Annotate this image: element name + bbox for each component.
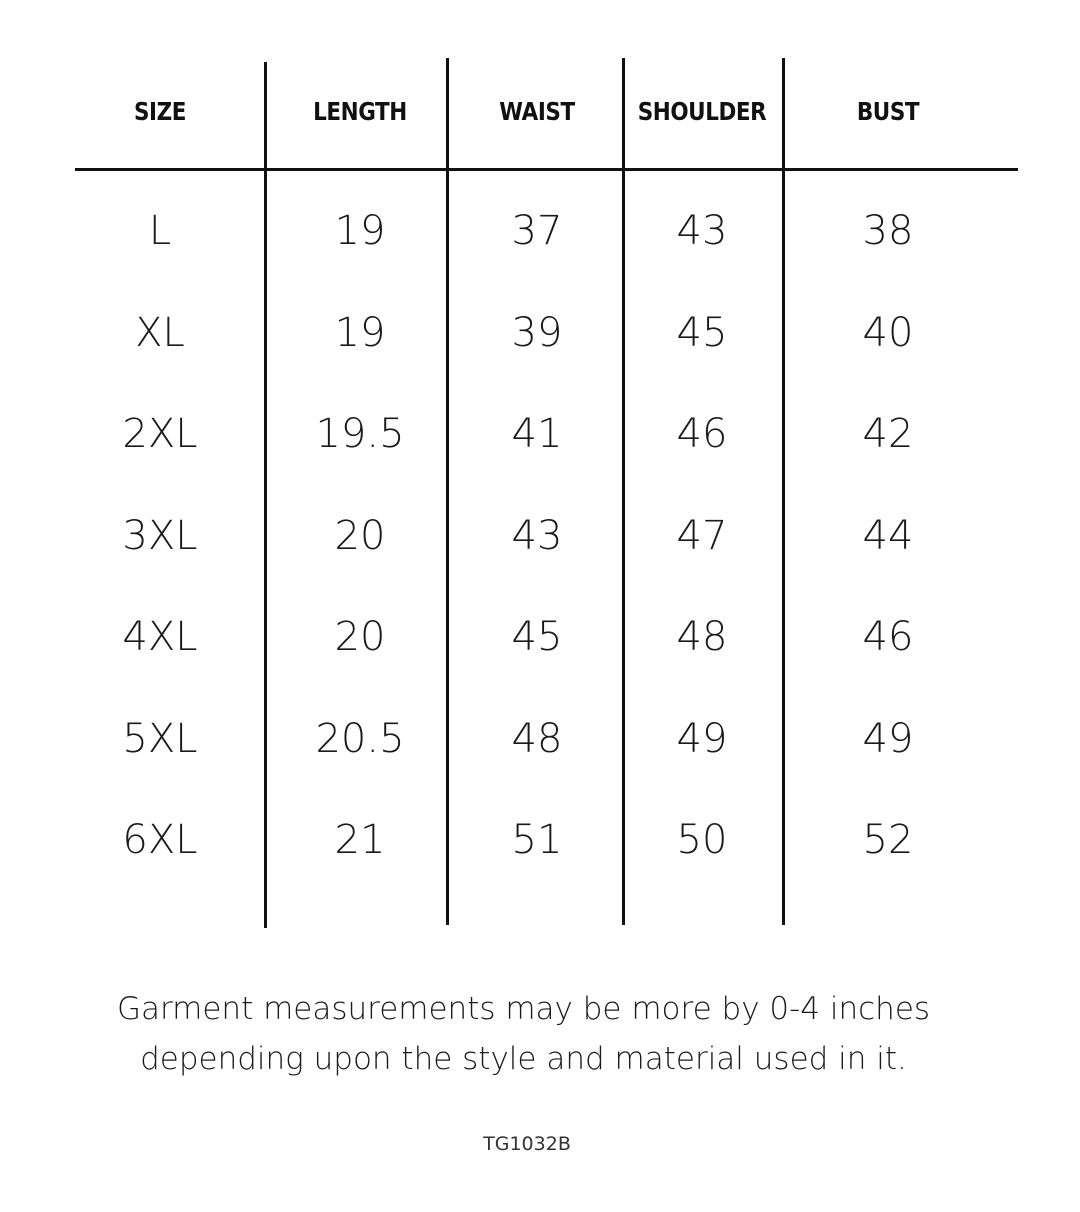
cell-6xl-size: 6XL [122, 817, 198, 863]
header-divider [75, 168, 1018, 171]
cell-4xl-shoulder: 48 [676, 614, 728, 660]
cell-xl-size: XL [135, 310, 185, 356]
cell-xl-length: 19 [334, 310, 386, 356]
cell-4xl-length: 20 [334, 614, 386, 660]
cell-l-size: L [148, 208, 172, 254]
cell-2xl-waist: 41 [511, 411, 563, 457]
column-divider-2 [446, 58, 449, 925]
column-header-shoulder: SHOULDER [637, 97, 767, 126]
cell-6xl-length: 21 [334, 817, 386, 863]
cell-xl-bust: 40 [862, 310, 914, 356]
cell-2xl-bust: 42 [862, 411, 914, 457]
cell-l-length: 19 [334, 208, 386, 254]
cell-6xl-bust: 52 [862, 817, 914, 863]
cell-3xl-shoulder: 47 [676, 513, 728, 559]
column-header-size: SIZE [133, 97, 187, 126]
column-header-waist: WAIST [499, 97, 575, 126]
cell-2xl-length: 19.5 [315, 411, 405, 457]
cell-l-bust: 38 [862, 208, 914, 254]
column-header-length: LENGTH [313, 97, 407, 126]
cell-4xl-size: 4XL [122, 614, 198, 660]
column-divider-4 [782, 58, 785, 925]
column-divider-1 [264, 62, 267, 928]
cell-2xl-shoulder: 46 [676, 411, 728, 457]
cell-5xl-waist: 48 [511, 716, 563, 762]
column-header-bust: BUST [856, 97, 920, 126]
cell-6xl-shoulder: 50 [676, 817, 728, 863]
cell-6xl-waist: 51 [511, 817, 563, 863]
cell-5xl-bust: 49 [862, 716, 914, 762]
cell-5xl-size: 5XL [122, 716, 198, 762]
product-code: TG1032B [483, 1133, 571, 1155]
measurement-note-line-2: depending upon the style and material used in it. [140, 1041, 907, 1077]
cell-3xl-waist: 43 [511, 513, 563, 559]
cell-3xl-bust: 44 [862, 513, 914, 559]
cell-l-shoulder: 43 [676, 208, 728, 254]
cell-5xl-length: 20.5 [315, 716, 405, 762]
cell-4xl-bust: 46 [862, 614, 914, 660]
measurement-note-line-1: Garment measurements may be more by 0-4 inches [116, 991, 931, 1027]
cell-xl-shoulder: 45 [676, 310, 728, 356]
cell-2xl-size: 2XL [122, 411, 198, 457]
cell-l-waist: 37 [511, 208, 563, 254]
cell-3xl-size: 3XL [122, 513, 198, 559]
cell-5xl-shoulder: 49 [676, 716, 728, 762]
cell-xl-waist: 39 [511, 310, 563, 356]
column-divider-3 [622, 58, 625, 925]
cell-3xl-length: 20 [334, 513, 386, 559]
cell-4xl-waist: 45 [511, 614, 563, 660]
